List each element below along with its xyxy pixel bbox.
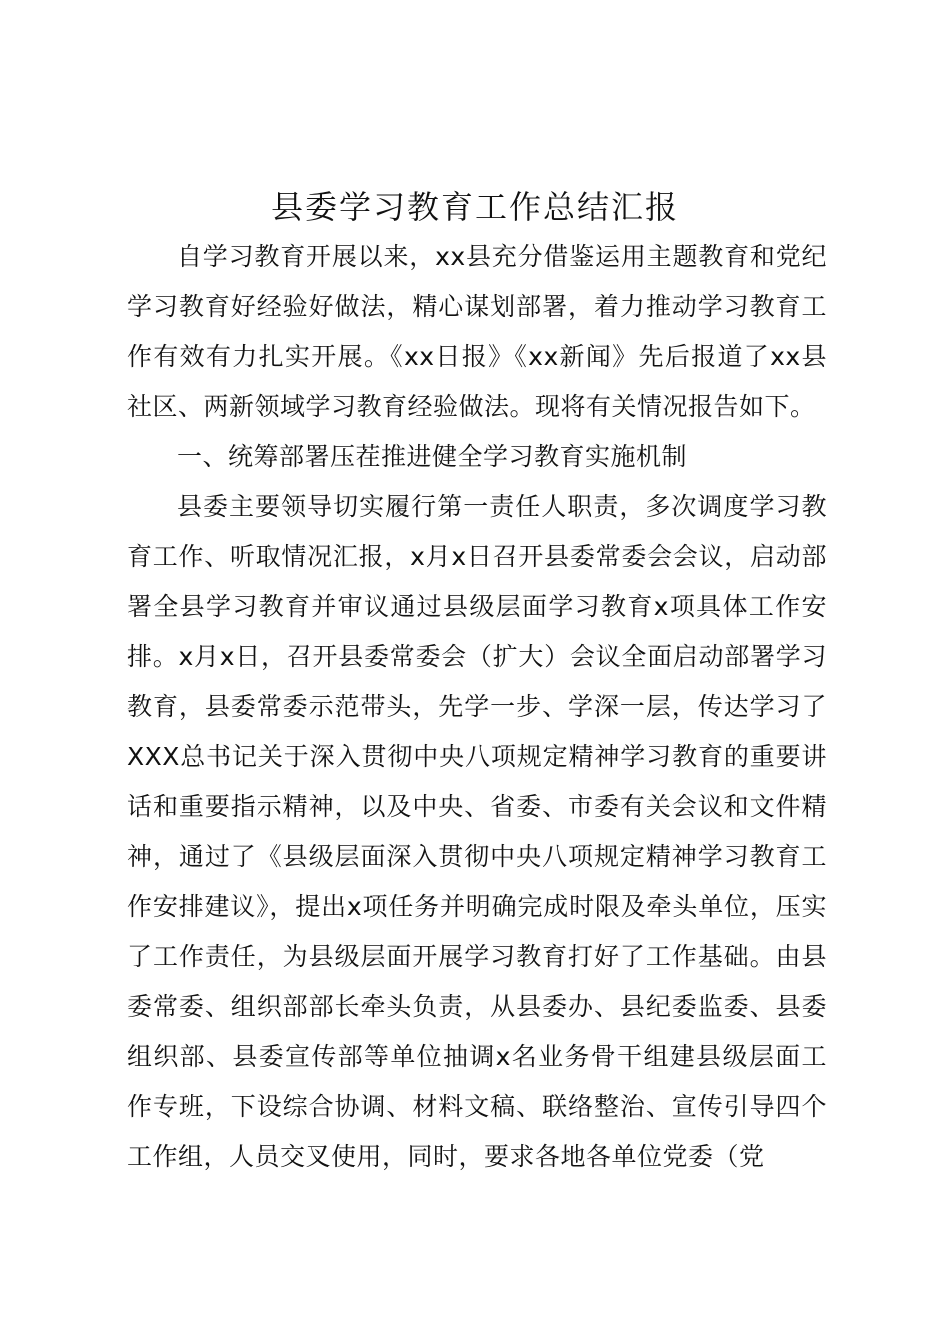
section-heading-1: 一、统筹部署压茬推进健全学习教育实施机制 [177,442,688,471]
body-paragraph: 县委主要领导切实履行第一责任人职责，多次调度学习教育工作、听取情况汇报，x月x日召开县委常委会会议，启动部署全县学习教育并审议通过县级层面学习教育x项具体工作安排。x月x日，召开县委常委会（扩大）会议全面启动部署学习教育，县委常委示范带头，先学一步、学深一层，传达学习了XXX总书记关于深入贯彻中央八项规定精神学习教育的重要讲话和重要指示精神，以及中央、省委、市委有关会议和文件精神，通过了《县级层面深入贯彻中央八项规定精神学习教育工作安排建议》，提出x项任务并明确完成时限及牵头单位，压实了工作责任，为县级层面开展学习教育打好了工作基础。由县委常委、组织部部长牵头负责，从县委办、县纪委监委、县委组织部、县委宣传部等单位抽调x名业务骨干组建县级层面工作专班，下设综合协调、材料文稿、联络整治、宣传引导四个工作组，人员交叉使用，同时，要求各地各单位党委（党 [127,492,827,1171]
document-body [127,232,827,1182]
intro-paragraph: 自学习教育开展以来，xx县充分借鉴运用主题教育和党纪学习教育好经验好做法，精心谋划部署，着力推动学习教育工作有效有力扎实开展。《xx日报》《xx新闻》先后报道了xx县社区、两新领域学习教育经验做法。现将有关情况报告如下。 [127,242,827,421]
document-title: 县委学习教育工作总结汇报 [270,188,679,226]
